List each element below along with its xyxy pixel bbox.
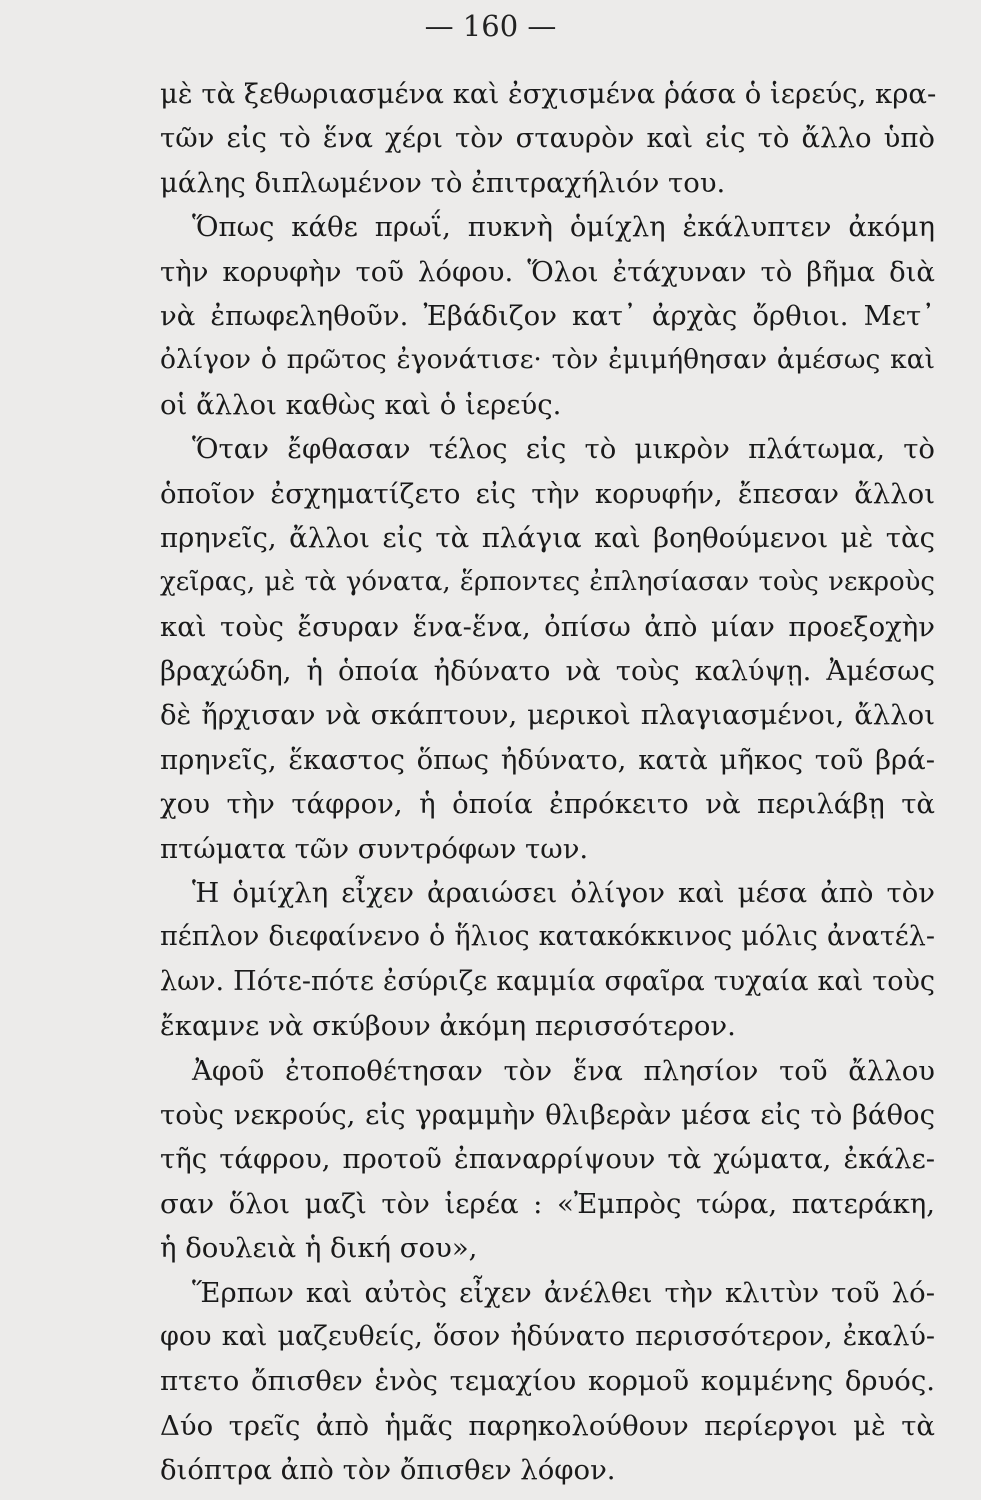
text-line: πέπλον διεφαίνενο ὁ ἥλιος κατακόκκινος μόλις ἀνατέλ- xyxy=(160,921,935,953)
text-line: πτώματα τῶν συντρόφων των. xyxy=(160,832,589,865)
text-line: Ἡ ὁμίχλη εἶχεν ἀραιώσει ὀλίγον καὶ μέσα ἀπὸ τὸν xyxy=(192,877,935,910)
text-line: οἱ ἄλλοι καθὼς καὶ ὁ ἱερεύς. xyxy=(160,388,562,421)
text-line: βραχώδη, ἡ ὁποία ἠδύνατο νὰ τοὺς καλύψῃ. Ἀμέσως xyxy=(160,655,935,688)
text-line: διόπτρα ἀπὸ τὸν ὄπισθεν λόφον. xyxy=(160,1454,616,1487)
text-line: τῆς τάφρου, προτοῦ ἐπαναρρίψουν τὰ χώματα, ἐκάλε- xyxy=(160,1143,935,1176)
text-line: καὶ τοὺς ἔσυραν ἕνα-ἕνα, ὀπίσω ἀπὸ μίαν προεξοχὴν xyxy=(160,610,935,643)
text-line: νὰ ἐπωφεληθοῦν. Ἐβάδιζον κατ᾽ ἀρχὰς ὄρθιοι. Μετ᾽ xyxy=(160,299,935,332)
text-line: χεῖρας, μὲ τὰ γόνατα, ἕρποντες ἐπλησίασαν τοὺς νεκροὺς xyxy=(160,567,935,598)
text-line: πρηνεῖς, ἕκαστος ὅπως ἠδύνατο, κατὰ μῆκος τοῦ βρά- xyxy=(160,743,935,776)
text-line: τῶν εἰς τὸ ἕνα χέρι τὸν σταυρὸν καὶ εἰς τὸ ἄλλο ὑπὸ xyxy=(160,122,935,155)
text-line: ὁποῖον ἐσχηματίζετο εἰς τὴν κορυφήν, ἔπεσαν ἄλλοι xyxy=(160,477,935,510)
text-line: ἔκαμνε νὰ σκύβουν ἀκόμη περισσότερον. xyxy=(160,1010,736,1043)
text-line: σαν ὅλοι μαζὶ τὸν ἱερέα : «Ἐμπρὸς τώρα, πατεράκη, xyxy=(160,1187,935,1220)
text-line: πρηνεῖς, ἄλλοι εἰς τὰ πλάγια καὶ βοηθούμενοι μὲ τὰς xyxy=(160,521,935,554)
text-line: πτετο ὄπισθεν ἑνὸς τεμαχίου κορμοῦ κομμένης δρυός. xyxy=(160,1365,935,1398)
text-line: Ἕρπων καὶ αὐτὸς εἶχεν ἀνέλθει τὴν κλιτὺν τοῦ λό- xyxy=(192,1276,935,1309)
page-number: — 160 — xyxy=(424,9,557,43)
text-line: δὲ ἤρχισαν νὰ σκάπτουν, μερικοὶ πλαγιασμένοι, ἄλλοι xyxy=(160,699,935,732)
body-text xyxy=(160,72,935,1493)
text-line: Ὅταν ἔφθασαν τέλος εἰς τὸ μικρὸν πλάτωμα, τὸ xyxy=(192,433,935,466)
text-line: Ἀφοῦ ἐτοποθέτησαν τὸν ἕνα πλησίον τοῦ ἄλλου xyxy=(192,1054,935,1087)
text-line: τοὺς νεκρούς, εἰς γραμμὴν θλιβερὰν μέσα εἰς τὸ βάθος xyxy=(160,1098,935,1131)
text-line: λων. Πότε-πότε ἐσύριζε καμμία σφαῖρα τυχαία καὶ τοὺς xyxy=(160,965,935,997)
text-line: φου καὶ μαζευθείς, ὅσον ἠδύνατο περισσότερον, ἐκαλύ- xyxy=(160,1320,935,1352)
text-line: ἡ δουλειὰ ἡ δική σου», xyxy=(160,1232,478,1265)
text-line: ὀλίγον ὁ πρῶτος ἐγονάτισε· τὸν ἐμιμήθησαν ἀμέσως καὶ xyxy=(160,344,935,376)
text-line: Ὅπως κάθε πρωΐ, πυκνὴ ὁμίχλη ἐκάλυπτεν ἀκόμη xyxy=(192,211,935,244)
text-line: Δύο τρεῖς ἀπὸ ἡμᾶς παρηκολούθουν περίεργοι μὲ τὰ xyxy=(160,1409,935,1442)
text-line: μὲ τὰ ξεθωριασμένα καὶ ἐσχισμένα ῥάσα ὁ ἱερεύς, κρα- xyxy=(160,78,937,110)
text-line: χου τὴν τάφρον, ἡ ὁποία ἐπρόκειτο νὰ περιλάβῃ τὰ xyxy=(160,788,935,821)
text-line: μάλης διπλωμένον τὸ ἐπιτραχήλιόν του. xyxy=(160,166,726,199)
text-line: τὴν κορυφὴν τοῦ λόφου. Ὅλοι ἐτάχυναν τὸ βῆμα διὰ xyxy=(160,255,935,288)
